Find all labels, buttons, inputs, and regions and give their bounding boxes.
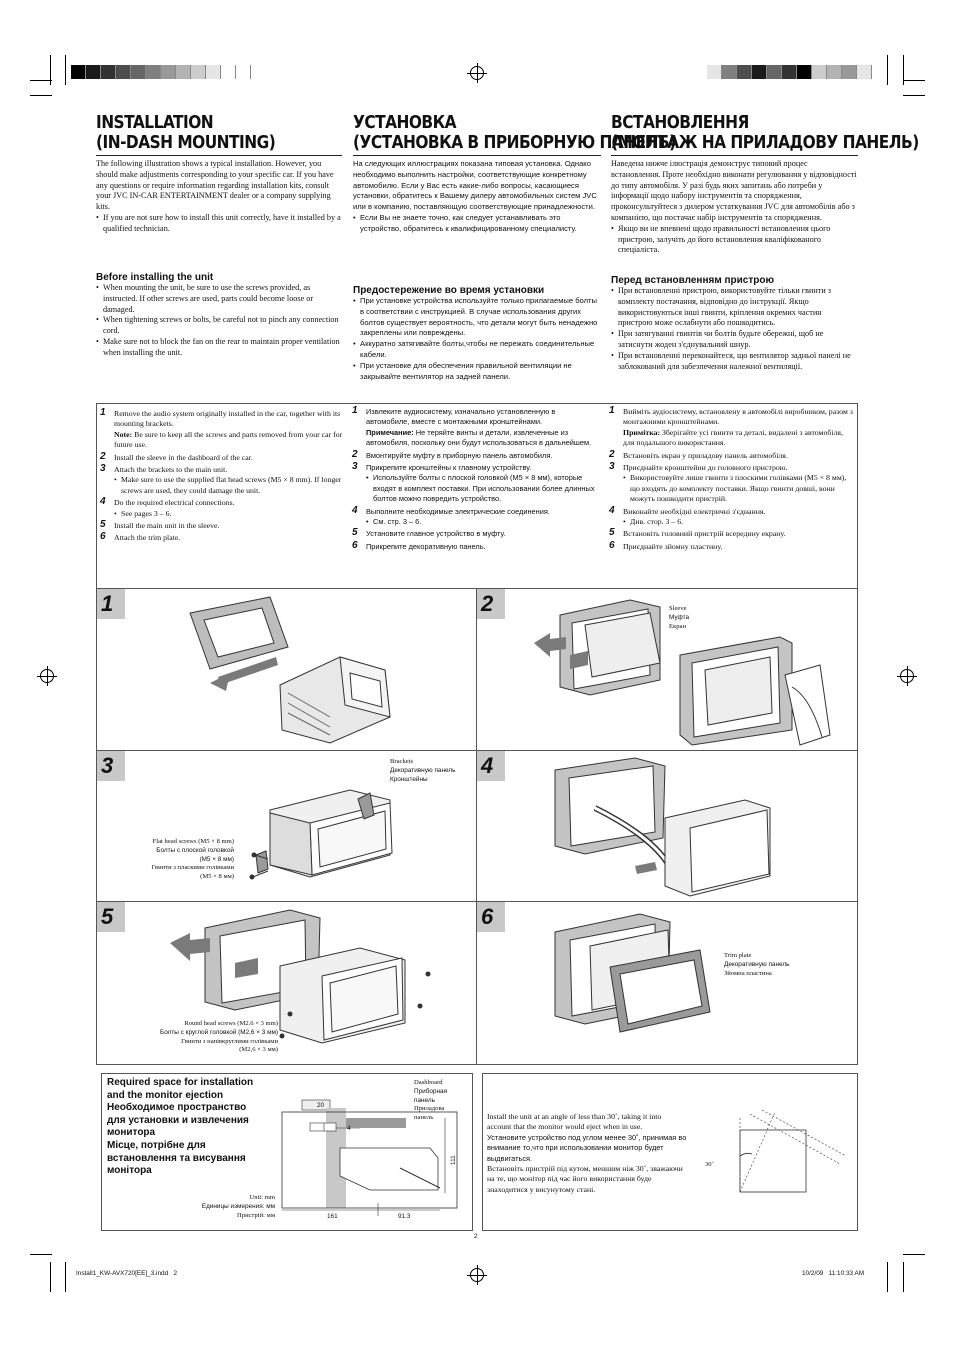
intro-bullets [611,224,858,256]
required-space-title-line: and the monitor ejection [107,1089,224,1101]
intro-text: Наведена нижче ілюстрація демонструє типовий процес встановлення. Проте необхідно виконати регулювання у відповідності до типу автомобіля. У разі будь яких запитань або потреби у інформації щодо набору інструментів та спорядження, проконсультуйтеся з дилером устаткування JVC для автомобілів або з компанією, що постачає набір інструментів та спорядження. [611,159,857,222]
steps-russian [352,407,600,554]
required-space-title-line: монітора [107,1165,152,1177]
round-screws-label-en: Round head screws (M2.6 × 3 mm) [184,1020,278,1027]
step-number: 5 [352,527,358,539]
step-number: 4 [100,496,106,508]
trim-plate-label-ru: Декоративную панель [724,960,790,968]
sleeve-label-ru: Муфта [669,613,690,621]
step [609,539,855,552]
dim-91-3: 91.3 [398,1213,411,1220]
title-rule [353,155,601,156]
step-number: 6 [352,539,358,551]
unit-label-uk: Пристрій: мм [237,1211,275,1219]
dashboard-label [414,1079,447,1123]
step [352,463,600,505]
step-number: 2 [100,450,106,462]
section-title-line1: ВСТАНОВЛЕННЯ [611,113,749,133]
note-label: Примітка: [623,427,661,437]
calibration-swatch [191,65,206,79]
round-screws-label [120,1020,278,1055]
caution-item: • When tightening screws or bolts, be careful not to pinch any connection cord. [96,315,342,337]
intro-bullet: • If you are not sure how to install this unit correctly, have it installed by a qualified technician. [96,213,342,235]
step-number: 5 [100,519,106,531]
step [352,407,600,449]
title-rule [96,155,342,156]
step-text: Remove the audio system originally installed in the car, together with its mounting brackets. [114,409,341,429]
step-text: Приєднайте кронштейни до головного пристрою. [623,463,788,473]
calibration-swatch [812,65,827,79]
step-number: 4 [609,504,615,516]
column-english [96,113,342,235]
brackets-label-uk: Кронштейны [390,775,428,783]
caution-item: • При установке устройства используйте только прилагаемые болты в соответствии с инструкцией. В случае использования других болтов существует вероятность, что детали могут быть ненадежно закреплены или повреждены. [353,296,601,339]
required-space-title-line: Місце, потрібне для [107,1139,206,1151]
dashboard-label-ru: Приборная [414,1087,448,1095]
step-text: Прикрепите декоративную панель. [366,541,486,551]
note-text: Be sure to keep all the screws and parts removed from your car for future use. [114,429,343,450]
caution-item: • Make sure not to block the fan on the rear to maintain proper ventilation when installing the unit. [96,337,342,359]
flat-screws-label-uk: Гвинти з пласкими голівками [151,864,234,872]
step [609,448,855,461]
brackets-label [390,758,455,784]
calibration-swatch [767,65,782,79]
step [100,533,344,543]
flat-screws-label-uk-size: (M5 × 8 мм) [200,873,234,881]
registration-mark-right [900,669,914,683]
calibration-swatch [101,65,116,79]
required-space-title-line: встановлення та висування [107,1152,246,1164]
calibration-swatch [161,65,176,79]
intro-text: The following illustration shows a typical installation. However, you should make adjustments corresponding to your specific car. If you have any questions or require information regarding installation kits, consult your JVC IN-CAR ENTERTAINMENT dealer or a company supplying kits. [96,159,334,212]
crop-mark [30,95,52,96]
calibration-swatch [86,65,101,79]
calibration-swatch [722,65,737,79]
figure-number-4: 4 [477,751,505,781]
step-number: 1 [609,405,615,416]
step-text: Встановіть головний пристрій всередину екрану. [623,529,786,539]
section-title-line2: (УСТАНОВКА В ПРИБОРНУЮ ПАНЕЛЬ) [353,133,676,153]
step [609,504,855,528]
step [609,407,855,449]
step-number: 1 [100,407,106,418]
dim-111: 111 [450,1155,457,1165]
required-space-title-line: для установки и извлечения [107,1114,249,1126]
calibration-swatch [797,65,812,79]
intro-bullet: • Если Вы не знаете точно, как следует устанавливать это устройство, обратитесь к квалифицированному специалисту. [353,213,601,235]
figure-6-illustration [550,912,730,1052]
step [352,539,600,552]
step-bullet: • Make sure to use the supplied flat head screws (M5 × 8 mm). If longer screws are used, they could damage the unit. [114,475,344,496]
unit-label-en: Unit: mm [249,1194,275,1201]
calibration-swatch [827,65,842,79]
note-text: Зберігайте усі гвинти та деталі, видалені з автомобіля, для подальшого використання. [623,427,843,448]
crop-mark [65,55,66,85]
column-russian [353,113,676,235]
round-screws-label-ru: Болты с круглой головкой (M2,6 × 3 мм) [160,1028,278,1036]
brackets-label-ru: Декоративную панель [390,766,456,774]
section-title-line2: (МОНТАЖ НА ПРИЛАДОВУ ПАНЕЛЬ) [611,133,919,153]
crop-mark [50,1262,51,1292]
sleeve-label-uk: Екран [669,622,686,630]
crop-mark [903,1254,925,1255]
calibration-swatch [752,65,767,79]
caution-list [96,283,342,359]
step [609,529,855,539]
step-number: 2 [609,448,615,460]
required-space-title-line: монитора [107,1127,156,1139]
caution-english [96,272,342,359]
dashboard-label-uk: панель [414,1114,434,1122]
step-bullet: • Див. стор. 3 – 6. [623,517,855,527]
calibration-swatch [737,65,752,79]
unit-label-ru: Единицы измерения: мм [201,1202,275,1210]
crop-mark [30,80,52,81]
calibration-swatch [842,65,857,79]
section-title-line1: INSTALLATION [96,113,214,133]
step [100,465,344,496]
step-number: 6 [100,531,106,543]
calibration-swatch [146,65,161,79]
step-number: 4 [352,504,358,516]
color-calibration-strip-right [707,65,872,79]
step-number: 3 [609,461,615,473]
angle-value: 30˚ [705,1161,714,1168]
calibration-swatch [221,65,236,79]
round-screws-label-uk-size: (M2,6 × 3 мм) [239,1046,278,1054]
step [100,521,344,531]
figure-grid-mid [476,588,477,1064]
calibration-swatch [782,65,797,79]
footer-date: 10/2/09 11:10:33 AM [802,1270,865,1277]
step-number: 2 [352,448,358,460]
step-bullet: • See pages 3 – 6. [114,509,344,519]
step-text: Вийміть аудіосистему, встановлену в автомобілі виробником, разом з монтажними кронштейнами. [623,407,853,427]
crop-mark [903,1262,904,1292]
dashboard-label-uk: Приладова [414,1105,445,1113]
required-space-title-line: Required space for installation [107,1077,254,1088]
figure-3-illustration [240,785,440,895]
steps-english [100,409,344,546]
dim-4: 4 [347,1125,351,1132]
registration-mark-bottom [470,1268,484,1282]
figure-4-illustration [545,758,775,898]
angle-note-en: Install the unit at an angle of less than 30˚, taking it into account that the monitor would eject when in use. [487,1112,662,1132]
dim-20: 20 [317,1102,325,1109]
caution-item: • When mounting the unit, be sure to use the screws provided, as instructed. If other screws are used, parts could become loose or damaged. [96,283,342,315]
registration-mark-left [40,669,54,683]
note-label: Note: [114,429,133,439]
caution-ukrainian [611,275,858,372]
step-bullet: • Используйте болты с плоской головкой (M5 × 8 мм), которые входят в комплект поставки. При использовании более длинных болтов можно повредить устройство. [366,473,600,504]
section-title-line2: (IN-DASH MOUNTING) [96,133,276,153]
calibration-swatch [116,65,131,79]
step [100,498,344,519]
title-rule [611,155,858,156]
step-text: Attach the brackets to the main unit. [114,465,228,475]
calibration-swatch [71,65,86,79]
step-text: Встановіть екран у приладову панель автомобіля. [623,450,788,460]
crop-mark [903,80,925,81]
dim-161: 161 [327,1213,338,1220]
sleeve-label-en: Sleeve [669,605,687,612]
crop-mark [887,1262,888,1292]
steps-ukrainian [609,407,855,554]
note-text: Не теряйте винты и детали, извлеченные из автомобиля, поскольку они будут использоваться в дальнейшем. [366,427,592,448]
figure-number-6: 6 [477,902,505,932]
trim-plate-label-uk: Зйомна пластина [724,969,772,977]
caution-russian [353,285,601,382]
step-text: Attach the trim plate. [114,533,181,543]
crop-mark [887,55,888,85]
angle-note-ru: Установите устройство под углом менее 30˚, принимая во внимание то,что при использовании монитор будет выдвигаться. [487,1132,687,1163]
figure-number-3: 3 [97,751,125,781]
flat-screws-label [120,838,234,882]
flat-screws-label-en: Flat head screws (M5 × 8 mm) [152,838,234,845]
flat-screws-label-ru: Болты с плоской головкой [156,846,234,854]
step-text: Install the sleeve in the dashboard of the car. [114,452,253,462]
intro-bullets [353,213,601,235]
step [100,450,344,463]
unit-label [176,1194,275,1220]
step-number: 1 [352,405,358,416]
step [352,529,600,539]
intro-bullet: • Якщо ви не впевнені щодо правильності встановлення цього пристрою, залучіть до його встановлення кваліфікованого спеціаліста. [611,224,858,256]
calibration-swatch [707,65,722,79]
step-text: Do the required electrical connections. [114,498,235,508]
intro-text: На следующих иллюстрациях показана типовая установка. Однако необходимо выполнить настройки, соответствующие конкретному автомобилю. Если у Вас есть какие-либо вопросы, касающиеся установки, обратитесь к Вашему дилеру автомобильных систем JVC или в компанию, поставляющую соответствующие принадлежности. [353,159,597,212]
angle-diagram [700,1108,850,1198]
caution-list [353,296,601,382]
calibration-swatch [857,65,872,79]
caution-title: Before installing the unit [96,272,214,283]
caution-item: • При установке для обеспечения правильной вентиляции не закрывайте вентилятор на задней панели. [353,361,601,383]
step-text: Приєднайте зйомну пластину. [623,541,723,551]
required-space-title [107,1077,297,1178]
column-ukrainian [611,113,919,256]
footer-file-name: Install1_KW-AVX720[EE]_3.indd 2 [76,1270,178,1277]
intro-bullets [96,213,342,235]
calibration-swatch [206,65,221,79]
caution-title: Перед встановленням пристрою [611,275,775,286]
caution-item: • Аккуратно затягивайте болты,чтобы не пережать соединительные кабели. [353,339,601,361]
figure-number-2: 2 [477,589,505,619]
figure-1-illustration [180,595,430,745]
step-bullet: • См. стр. 3 – 6. [366,517,600,527]
angle-note-uk: Встановіть пристрій під кутом, меншим ніж 30˚, зважаючи на те, що монітор під час його використання буде знаходитися у висунутому стані. [487,1164,683,1194]
dashboard-label-ru: панель [414,1096,435,1104]
caution-item: • При затягуванні гвинтів чи болтів будьте обережні, щоб не затиснути жоден з'єднувальний шнур. [611,329,858,351]
step [609,463,855,505]
step [100,409,344,451]
calibration-swatch [131,65,146,79]
round-screws-label-uk: Гвинти з напівкруглими голівками [181,1037,278,1045]
dashboard-label-en: Dashboard [414,1079,443,1086]
calibration-swatch [176,65,191,79]
step-text: Install the main unit in the sleeve. [114,521,220,531]
flat-screws-label-ru-size: (M5 × 8 мм) [199,855,234,863]
step-number: 5 [609,527,615,539]
caution-title: Предостережение во время установки [353,285,545,296]
trim-plate-label-en: Trim plate [724,952,752,959]
section-title-line1: УСТАНОВКА [353,113,457,133]
step-text: Вмонтируйте муфту в приборную панель автомобиля. [366,450,553,460]
color-calibration-strip-left [71,65,251,79]
step [352,448,600,461]
figure-number-1: 1 [97,589,125,619]
step-text: Установите главное устройство в муфту. [366,529,506,539]
trim-plate-label [724,952,789,978]
step-text: Прикрепите кронштейны к главному устройству. [366,463,532,473]
step-text: Виконайте необхідні електричні з'єднання. [623,506,766,516]
step-text: Выполните необходимые электрические соединения. [366,506,550,516]
brackets-label-en: Brackets [390,758,414,765]
note-label: Примечание: [366,427,414,437]
crop-mark [903,95,925,96]
required-space-title-line: Необходимое пространство [107,1102,247,1114]
crop-mark [65,1262,66,1292]
angle-note-text [487,1112,687,1195]
step [352,504,600,528]
calibration-swatch [236,65,251,79]
caution-item: • При встановленні переконайтеся, що вентилятор задньої панелі не заблокований для забезпечення належної вентиляції. [611,351,858,373]
caution-list [611,286,858,372]
sleeve-label [669,605,689,631]
registration-mark-top [470,66,484,80]
step-number: 3 [100,463,106,475]
page-number: 2 [474,1233,478,1240]
step-text: Извлеките аудиосистему, изначально установленную в автомобиле, вместе с монтажными кронштейнами. [366,407,556,427]
caution-item: • При встановленні пристрою, використовуйте тільки гвинти з комплекту постачання, відповідно до інструкції. Якщо використовуються інші гвинти, кріплення окремих частин пристрою може ослабнути або пошкодитись. [611,286,858,329]
crop-mark [30,1254,52,1255]
step-number: 6 [609,539,615,551]
step-number: 3 [352,461,358,473]
step-bullet: • Використовуйте лише гвинти з плоскими голівками (M5 × 8 мм), що входять до комплекту поставки. Якщо гвинти довші, вони можуть пошкодити пристрій. [623,473,855,504]
figure-number-5: 5 [97,902,125,932]
